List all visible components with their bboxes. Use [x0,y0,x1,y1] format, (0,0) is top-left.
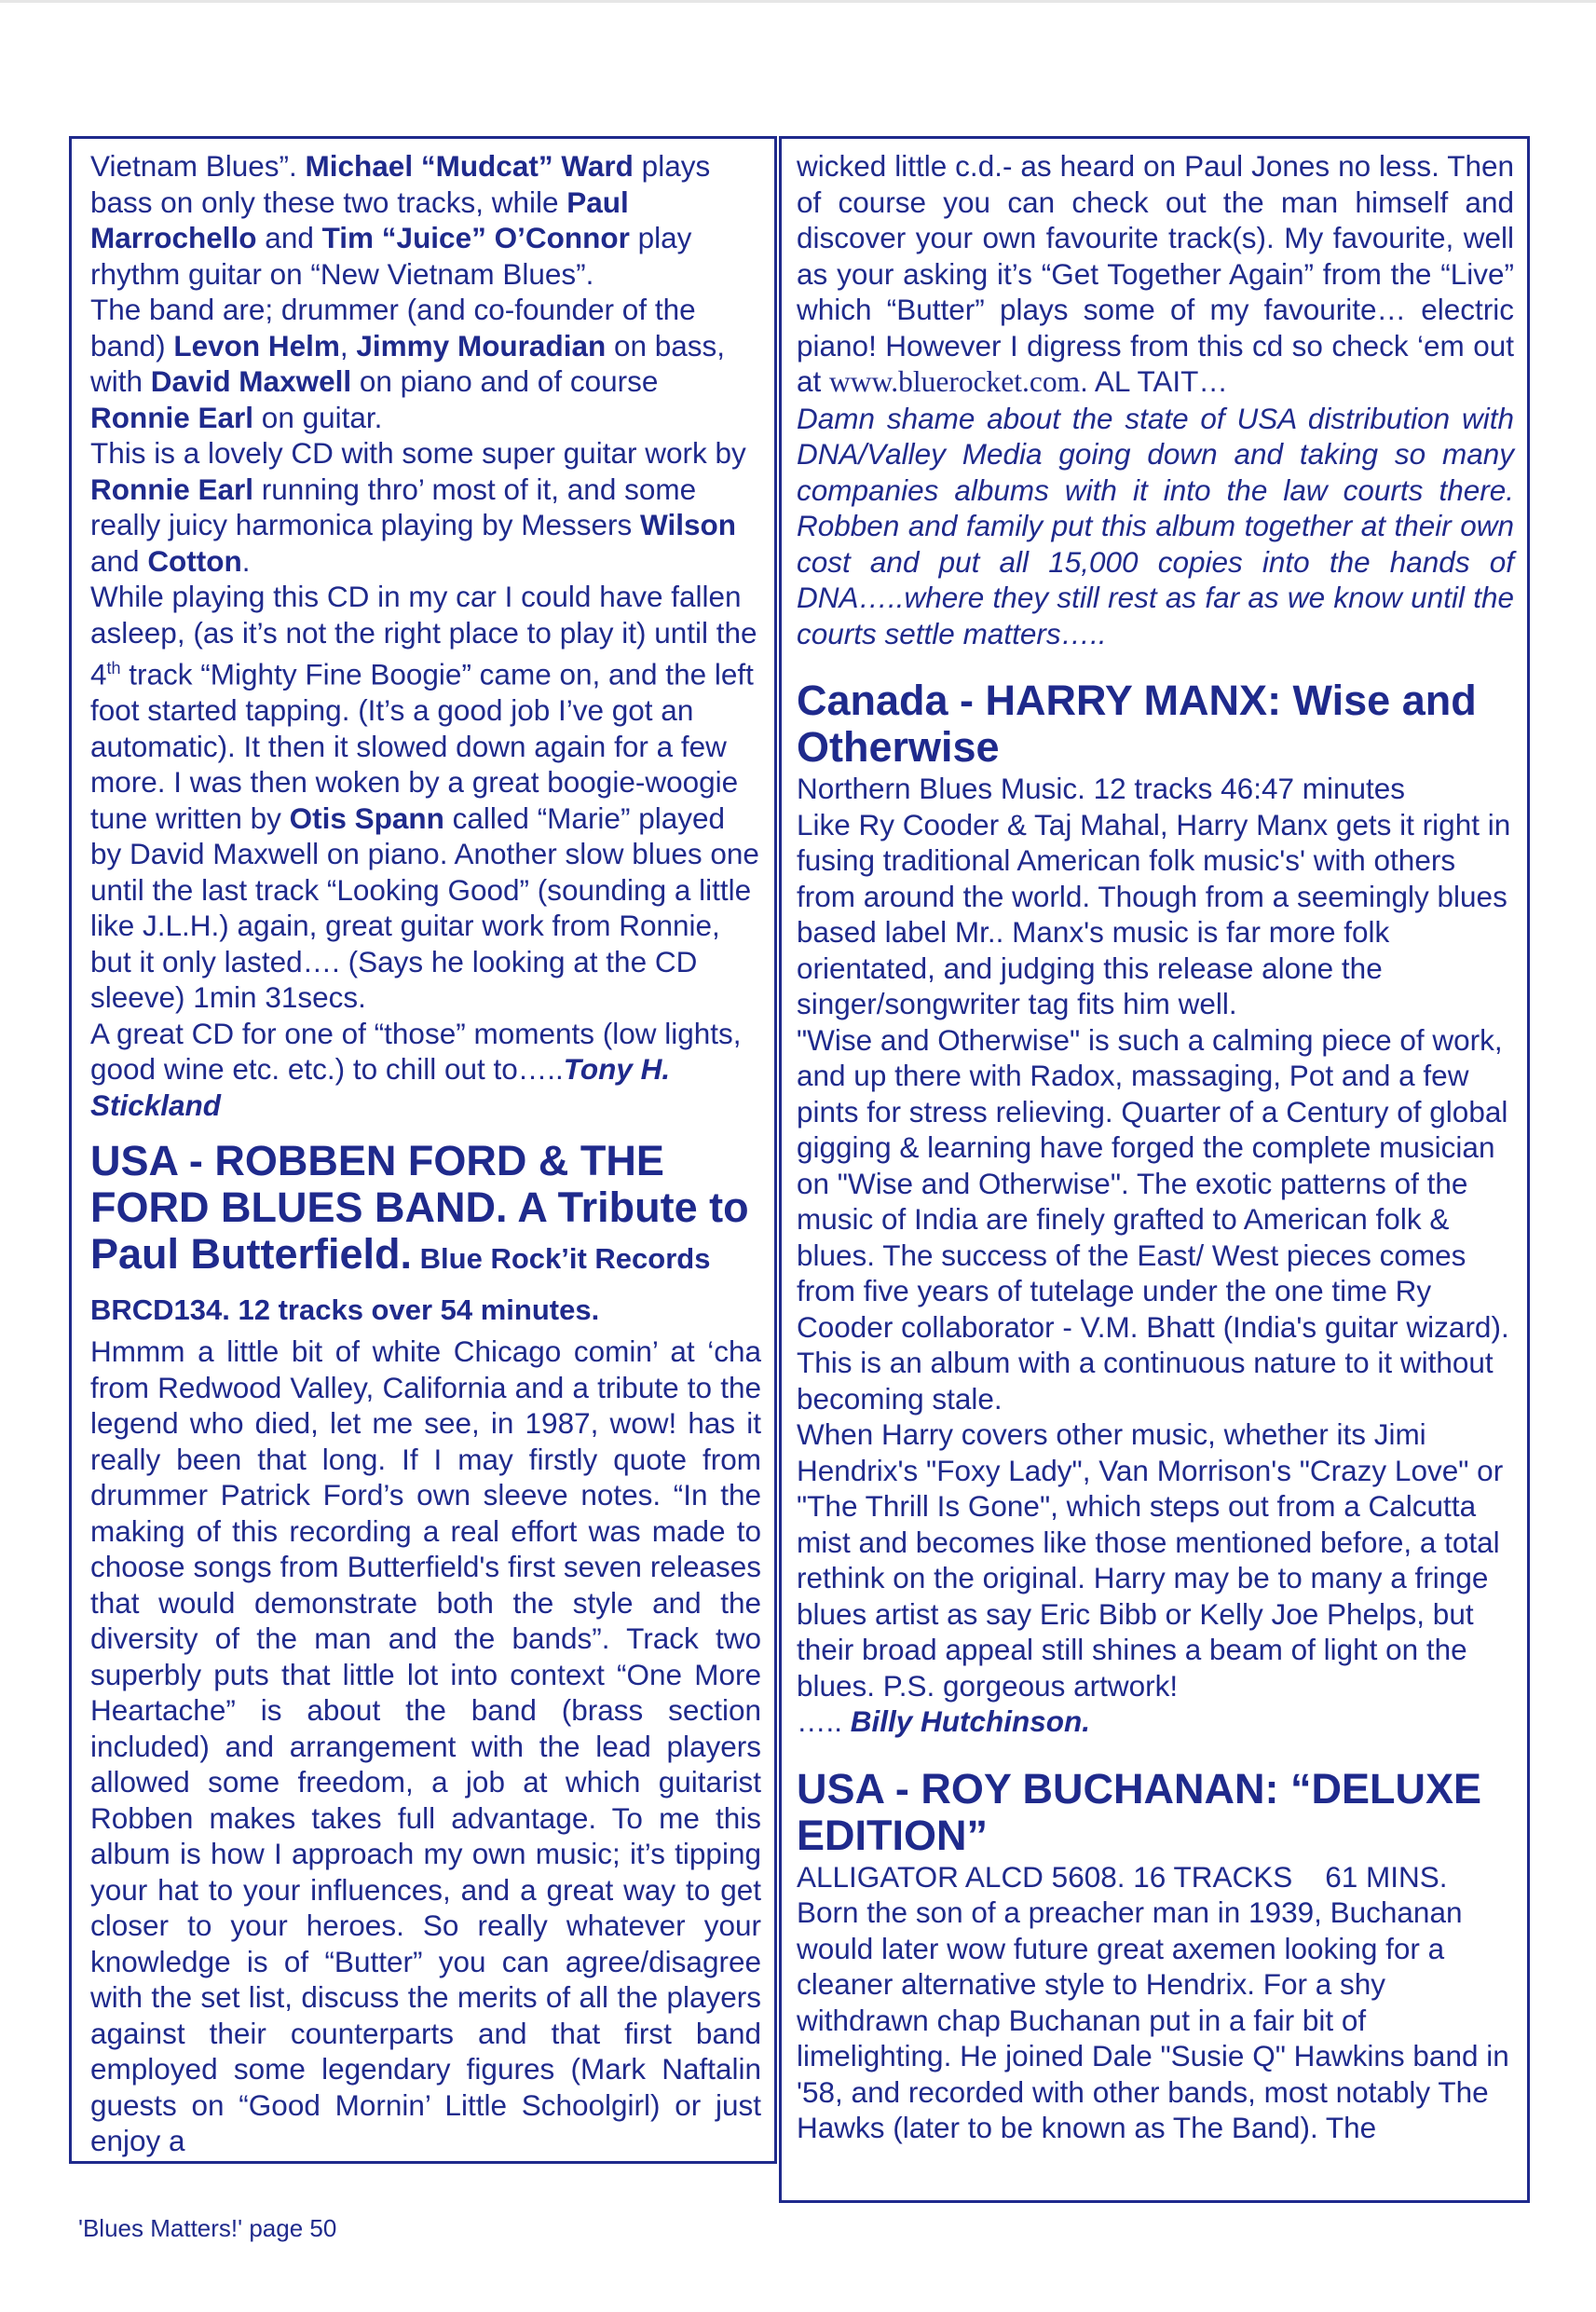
artist-name: Michael “Mudcat” Ward [305,149,634,183]
review-roy-buchanan [797,1766,1514,2146]
text: track “Mighty Fine Boogie” came on, and the left foot started tapping. (It’s a good job I’ve got an automatic). It then it slowed down again for a few more. I was then woken by a great boogie-woogie tune written by [90,657,754,835]
paragraph [90,1016,761,1124]
review-robben-ford [90,1138,761,2159]
paragraph [90,292,761,435]
page-footer [78,2214,336,2243]
text: and [256,221,322,254]
editor-note: Damn shame about the state of USA distribution with DNA/Valley Media going down and taking so many companies albums with it into the law courts there. Robben and family put this album together at their own cost and put all 15,000 copies into the hands of DNA…..where they still rest as far as we know until the courts settle matters….. [797,401,1514,650]
paragraph [90,435,761,579]
artist-name: Otis Spann [289,800,444,835]
artist-name: Ronnie Earl [90,400,254,434]
paragraph [797,1416,1514,1740]
left-column [69,136,777,2164]
artist-name: Cotton [147,543,242,578]
text: wicked little c.d.- as heard on Paul Jones no less. Then of course you can check out the man himself and discover your own favourite track(s). My favourite, well as your asking it’s “Get Together Again” from the “Live” which “Butter” plays some of my favourite… electric piano! However I digress from this cd so check ‘em out at [797,149,1514,398]
text: The band are; drummer (and co-founder of the band) [90,293,696,363]
artist-name: Tim “Juice” O’Connor [321,221,630,254]
review-body: Hmmm a little bit of white Chicago comin’ at ‘cha from Redwood Valley, California and a tribute to the legend who died, let me see, in 1987, wow! has it really been that long. If I may firstly quote from drummer Patrick Ford’s own sleeve notes. “In the making of this recording a real effort was made to choose songs from Butterfield's first seven releases that would demonstrate both the style and the diversity of the man and the bands”. Track two superbly puts that little lot into context “One More Heartache” is about the band (brass section included) and arrangement with the lead players allowed some freedom, a job at which guitarist Robben makes takes full advantage. To me this album is how I approach my own music; it’s tipping your hat to your influences, and a great way to get closer to your heroes. So really whatever your knowledge is of “Butter” you can agree/disagree with the set list, discuss the merits of all the players against their counterparts and that first band employed some legendary figures (Mark Naftalin guests on “Good Mornin’ Little Schoolgirl) or just enjoy a [90,1334,761,2157]
artist-name: Paul Marrochello [90,185,629,254]
reviewer-signature: Billy Hutchinson. [850,1704,1091,1738]
text: called “Marie” played by David Maxwell on piano. Another slow blues one until the last track “Looking Good” (sounding a little like J.L.H.) again, great guitar work from Ronnie, but it only lasted…. (Says he looking at the CD sleeve) 1min 31secs. [90,800,759,1014]
text: on guitar. [253,400,383,434]
text: on piano and of course [351,364,659,398]
text: play rhythm guitar on “New Vietnam Blues”. [90,221,692,291]
right-column [779,136,1530,2203]
text: plays bass on only these two tracks, while [90,149,711,219]
text: on bass, with [90,328,726,398]
text: , [339,328,357,363]
artist-name: Ronnie Earl [90,472,254,506]
release-info: Northern Blues Music. 12 tracks 46:47 minutes [797,772,1406,805]
heading-text: USA - ROBBEN FORD & THE FORD BLUES BAND. A Tribute to Paul Butterfield. [90,1137,749,1278]
paragraph [90,148,761,292]
paragraph [90,579,761,1016]
artist-name: Jimmy Mouradian [356,328,607,363]
text: . AL TAIT… [1080,364,1228,398]
text: This is a lovely CD with some super guitar work by [90,436,746,470]
text: When Harry covers other music, whether its Jimi Hendrix's "Foxy Lady", Van Morrison's "Crazy Love" or "The Thrill Is Gone", which steps out from a Calcutta mist and becomes like those mentioned before, a total rethink on the original. Harry may be to many a fringe blues artist as say Eric Bibb or Kelly Joe Phelps, but their broad appeal still shines a beam of light on the blues. P.S. gorgeous artwork! [797,1417,1504,1703]
text: A great CD for one of “those” moments (low lights, good wine etc. etc.) to chill out to….. [90,1016,742,1086]
review-heading: Canada - HARRY MANX: Wise and Otherwise [797,677,1477,771]
text: running thro’ most of it, and some really juicy harmonica playing by Messers [90,472,697,541]
paragraph [797,148,1514,401]
top-edge-line [0,0,1596,3]
review-continued-right [797,148,1514,651]
superscript: th [106,659,121,677]
artist-name: David Maxwell [150,364,352,398]
text: . [241,543,251,578]
text: Vietnam Blues”. [90,149,306,183]
review-continued-left [90,148,761,1123]
page-number-label: 'Blues Matters!' page 50 [78,2214,337,2242]
artist-name: Wilson [639,508,736,541]
text: ….. [797,1704,851,1738]
text: While playing this CD in my car I could have fallen asleep, (as it’s not the right place to play it) until the 4 [90,580,757,691]
heading-release-info: Blue Rock’it Records BRCD134. 12 tracks over 54 minutes. [90,1242,711,1326]
website-link[interactable]: www.bluerocket.com [829,365,1081,398]
review-harry-manx [797,677,1514,1740]
review-heading: USA - ROY BUCHANAN: “DELUXE EDITION” [797,1764,1482,1859]
artist-name: Levon Helm [173,328,340,363]
reviewer-signature: Tony H. Stickland [90,1052,671,1122]
paragraph: "Wise and Otherwise" is such a calming piece of work, and up there with Radox, massaging, Pot and a few pints for stress relieving. Quarter of a Century of global gigging & learning have forged the complete musician on "Wise and Otherwise". The exotic patterns of the music of India are finely grafted to American folk & blues. The success of the East/ West pieces comes from five years of tutelage under the one time Ry Cooder collaborator - V.M. Bhatt (India's guitar wizard). This is an album with a continuous nature to it without becoming stale. [797,1022,1509,1416]
paragraph: Born the son of a preacher man in 1939, Buchanan would later wow future great axemen looking for a cleaner alternative style to Hendrix. For a shy withdrawn chap Buchanan put in a fair bit of limelighting. He joined Dale "Susie Q" Hawkins band in '58, and recorded with other bands, most notably The Hawks (later to be known as The Band). The [797,1895,1509,2144]
text: and [90,543,148,578]
review-heading [90,1138,761,1334]
paragraph: Like Ry Cooder & Taj Mahal, Harry Manx gets it right in fusing traditional American folk music's' with others from around the world. Though from a seemingly blues based label Mr.. Manx's music is far more folk orientated, and judging this release alone the singer/songwriter tag fits him well. [797,807,1511,1020]
release-info: ALLIGATOR ALCD 5608. 16 TRACKS 61 MINS. [797,1859,1448,1894]
